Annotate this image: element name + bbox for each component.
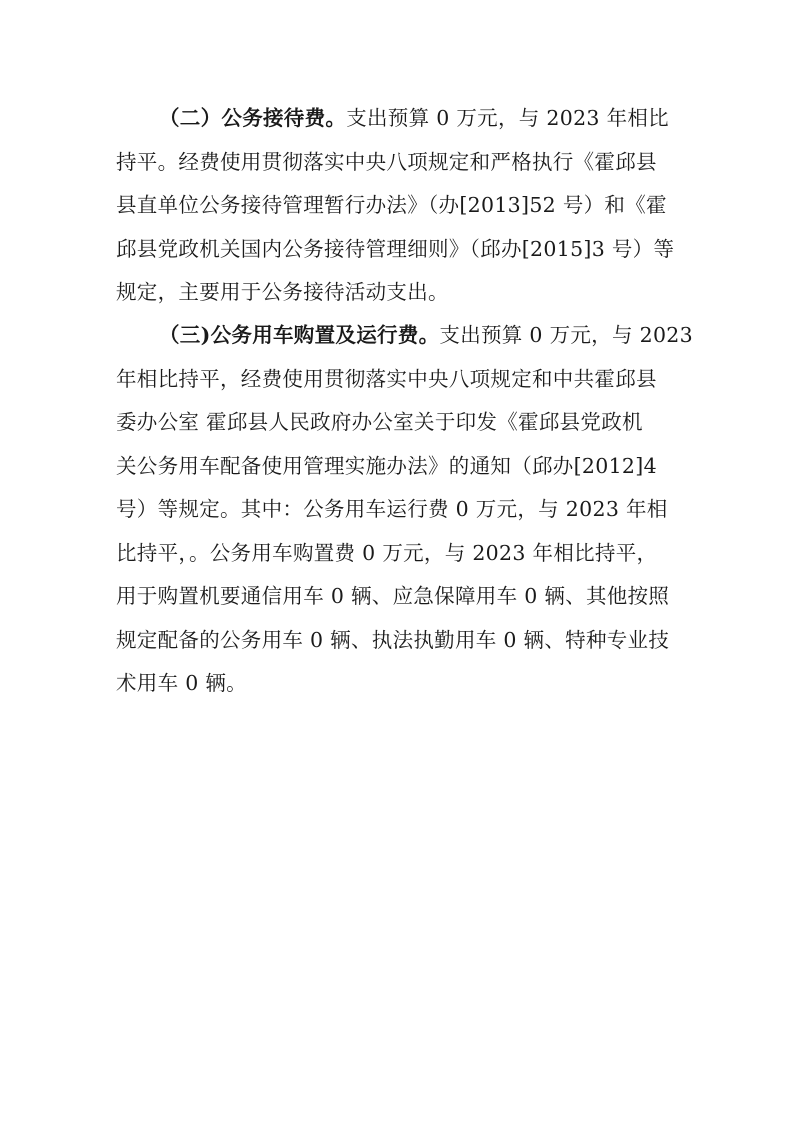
paragraph-line: 关公务用车配备使用管理实施办法》的通知（邱办[2012]4	[116, 454, 657, 478]
paragraph-line: 邱县党政机关国内公务接待管理细则》（邱办[2015]3 号）等	[116, 237, 675, 261]
paragraph-line: 用于购置机要通信用车 0 辆、应急保障用车 0 辆、其他按照	[116, 584, 670, 608]
section-heading: （三)公务用车购置及运行费。	[159, 323, 440, 347]
paragraph-line: 比持平，。公务用车购置费 0 万元，与 2023 年相比持平，	[116, 541, 658, 565]
paragraph-text: 支出预算 0 万元，与 2023 年相比	[346, 106, 669, 130]
paragraph-line	[159, 325, 693, 346]
paragraph-line: 号）等规定。其中：公务用车运行费 0 万元，与 2023 年相	[116, 497, 668, 521]
paragraph-line: 委办公室 霍邱县人民政府办公室关于印发《霍邱县党政机	[116, 410, 643, 434]
paragraph-text: 支出预算 0 万元，与 2023	[439, 323, 693, 347]
paragraph-line	[159, 108, 669, 129]
paragraph-line: 规定配备的公务用车 0 辆、执法执勤用车 0 辆、特种专业技	[116, 628, 670, 652]
section-heading: （二）公务接待费。	[159, 106, 347, 130]
paragraph-line: 术用车 0 辆。	[116, 671, 247, 695]
paragraph-line: 县直单位公务接待管理暂行办法》（办[2013]52 号）和《霍	[116, 193, 667, 217]
paragraph-line: 持平。经费使用贯彻落实中央八项规定和严格执行《霍邱县	[116, 150, 657, 174]
paragraph-line: 年相比持平，经费使用贯彻落实中央八项规定和中共霍邱县	[116, 367, 657, 391]
paragraph-line: 规定，主要用于公务接待活动支出。	[116, 280, 449, 304]
